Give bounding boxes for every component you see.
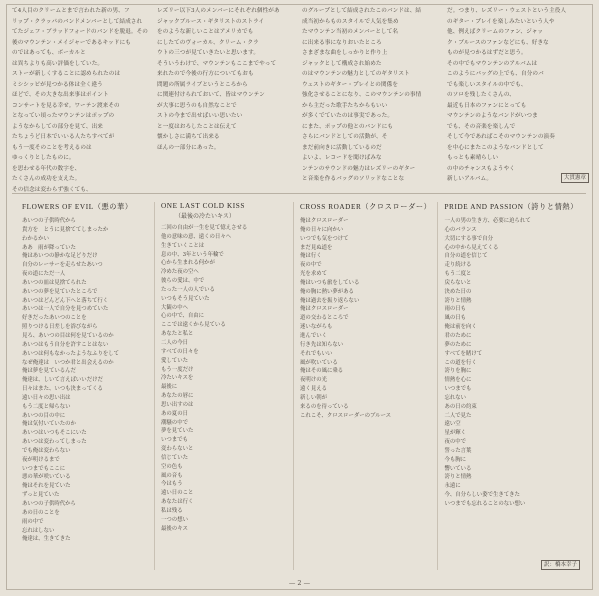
lyric-line: 冷めた夜の空へ — [161, 269, 199, 276]
lyric-line: 冷たいキスを — [161, 375, 194, 382]
lyric-line: 最後に — [161, 384, 178, 391]
liner-notes-line: に出来る事になりおいたところ — [302, 39, 382, 46]
lyric-line: でも俺は変わらない — [22, 447, 71, 454]
lyric-line: 夜の道にただ一人 — [22, 271, 66, 278]
lyric-line: 悪の華が咲いている — [22, 474, 71, 481]
lyric-line: もう二度と帰らない — [22, 403, 71, 410]
lyric-line: 誓った言葉 — [444, 447, 472, 454]
lyric-line: 愛していた — [161, 357, 188, 364]
liner-notes-line: ウトの三つが見ていきたいと思います。 — [157, 50, 260, 56]
liner-notes-line: にしたてのヴォーカル、クリーム・クラ — [157, 39, 259, 46]
liner-notes-line: のではあっても、ボーカルと — [12, 50, 86, 56]
liner-notes-line: ウェストのギター・プレイとの関係を — [302, 81, 399, 88]
lyric-line: 二人の今日 — [161, 339, 188, 346]
liner-notes-line: にまた、ポップの他とのバンドにも — [302, 123, 394, 130]
lyric-line: 空の色も — [161, 463, 183, 470]
liner-notes-line: このようにバッグの上でも、自分のバ — [447, 71, 544, 77]
liner-notes-line: ジャックブルース・ギタリストのストライ — [157, 18, 265, 25]
lyric-line: 好きだったあいつのことを — [22, 315, 87, 322]
lyric-line: 心から生まれる何かが — [161, 260, 215, 267]
liner-notes-column — [302, 6, 441, 189]
lyric-line: ここでは遠くから見ている — [161, 322, 226, 329]
liner-notes-line: が多くでていたのは事実であった。 — [302, 113, 394, 119]
lyric-line: 遠い日のこと — [161, 490, 194, 497]
lyric-line: 風の日も — [444, 315, 467, 322]
lyric-line: 一つの想い — [161, 516, 188, 523]
lyric-line: 俺はいつも旅をしている — [300, 279, 360, 286]
lyric-line: 光を求めて — [300, 271, 327, 278]
lyric-line: 自分の道を信じて — [444, 253, 488, 260]
lyric-line: 俺はそれを見ていた — [22, 483, 71, 490]
lyric-line: 忘れはしない — [22, 527, 55, 534]
liner-notes-column — [12, 6, 151, 193]
lyric-line: 誇りと情熱 — [444, 474, 472, 481]
lyric-line: 私は残る — [161, 508, 183, 514]
lyric-lines — [300, 217, 431, 420]
lyric-line: まだ見ぬ道を — [300, 244, 333, 251]
lyric-line: これこそ、クロスローダーのブルース — [300, 412, 392, 419]
lyric-line: 信じていた — [161, 454, 188, 461]
liner-notes-line: たマウンテン当初のメンバーとして名 — [302, 29, 399, 35]
liner-notes-line: ほんの一部分にあった。 — [157, 144, 220, 151]
lyric-line: 永遠に — [444, 483, 461, 490]
lyric-line: 最後のキス — [161, 525, 188, 532]
liner-notes-line: ク・ブルースのファンなどにも、好きな — [447, 39, 549, 46]
lyric-lines — [22, 217, 148, 544]
song-title: FLOWERS OF EVIL（悪の華） — [22, 203, 133, 211]
lyric-line: あいつの目の中に — [22, 412, 66, 419]
lyric-line: 忘れない — [444, 394, 467, 401]
liner-notes-line: ゆっくりとしたものに。 — [12, 155, 75, 161]
lyric-line: あいつの子供時代から — [22, 218, 76, 224]
lyric-line: 誇りを胸に — [444, 368, 472, 375]
lyric-line: 俺はその風に乗る — [300, 368, 344, 375]
lyric-line: 俺は気付いていたのか — [22, 421, 76, 428]
lyric-line: 風の音も — [161, 472, 183, 479]
lyric-line: 迷いながらも — [300, 324, 333, 331]
liner-notes-line: と一度はおろしたことは伝えて — [157, 123, 237, 130]
lyric-line: 俺は前を向く — [444, 324, 477, 331]
liner-notes-line: に関連付けられておいて、皆はマウンテン — [157, 92, 265, 98]
lyric-line: 夢を見ていた — [161, 428, 194, 435]
liner-notes-line: たくさんの成功を支えた。 — [12, 176, 81, 182]
lyric-line: いつまでも — [444, 386, 472, 393]
lyric-line: 風が吹いている — [300, 359, 338, 366]
lyric-line: 生きていくことは — [161, 242, 205, 249]
lyric-line: あいつはいつもそこにいた — [22, 430, 87, 437]
liner-notes-line: だ。つまり、レズリー・ウェストという主役人 — [447, 8, 567, 14]
lyric-line: あの夏の日 — [161, 410, 188, 417]
liner-notes-line: そして今であればこそのマウンテンの演奏 — [447, 134, 555, 140]
liner-notes-line: て4人目のクリームとまで言われた新の男、フ — [12, 8, 130, 14]
lyric-line: 遠い日々の思い出は — [22, 394, 71, 401]
liner-notes-line: の中のチャンスもようやく — [447, 165, 515, 172]
liner-notes-line: たちょうど日本でいいる人たちすべてが — [12, 134, 115, 140]
lyric-lines — [444, 217, 578, 509]
liner-notes-line: のはマウンテンの魅力としてのギタリスト — [302, 71, 410, 77]
liner-notes-line: が大事に思うのも自然なことで — [157, 102, 237, 109]
lyric-line: 夜の中で — [300, 262, 322, 269]
lyric-line: あいつは変わってしまった — [22, 439, 87, 446]
lyric-line: 今も胸に — [444, 456, 467, 463]
lyric-line: たった一人の人でいる — [161, 286, 215, 293]
lyric-line: 情熱を心に — [444, 377, 472, 384]
liner-notes-line: を中心にまたこのようなバンドとして — [447, 144, 544, 151]
liner-notes-line: ストーが新しくすることに認められたのは — [12, 71, 121, 77]
liner-notes-line: ものが見つかるはずだと思う。 — [447, 50, 527, 56]
liner-notes-line: を思わせる年代の数字を、 — [12, 165, 81, 172]
lyric-line: あの日の約束 — [444, 403, 477, 410]
song-title: CROSS ROADER（クロスローダー） — [300, 203, 432, 211]
liner-notes-line: もう一度そのことを考えるのは — [12, 144, 92, 151]
liner-notes-line: そういうわけで、マウンテンもここまでやって — [157, 60, 277, 67]
lyric-line: 思い出すのは — [161, 401, 194, 408]
lyric-line: 今はもう — [161, 481, 183, 488]
lyric-line: それでもいい — [300, 350, 333, 357]
lyric-line: 俺はクロスローダー — [300, 218, 349, 224]
lyric-line: 貴方を とうに見捨ててしまったか — [22, 226, 109, 233]
lyric-line: あいつは何もなかったようなふりをして — [22, 350, 120, 357]
lyric-line: 戻らないと — [444, 279, 472, 286]
lyric-line: 夜明けの光 — [300, 377, 327, 384]
lyric-line: 決めた日の — [444, 288, 472, 295]
lyric-line: あいつはもう自分を許すことはない — [22, 341, 109, 348]
lyric-line: 潮騒の中で — [161, 419, 188, 426]
writer-credit: 大貫憲章 — [561, 173, 589, 183]
song-subtitle: （最後の冷たいキス） — [175, 213, 235, 220]
lyric-line: 俺は夢を見ているんだ — [22, 368, 76, 375]
lyric-line: 星が輝く — [444, 430, 467, 437]
lyric-line: 二回の自由が一生を見て憶えさせる — [161, 225, 248, 231]
lyric-line: あいつはどんどん下へと落ちて行く — [22, 297, 109, 304]
lyric-line: 自分のレーサーを走らせたあいつ — [22, 262, 103, 269]
liner-notes-line: ジャックとして構成され始めた — [302, 60, 382, 67]
liner-notes-line: ほどで、その大きな出来事はポイント — [12, 92, 109, 98]
lyric-line: 日々はまた、いつも決まってくる — [22, 386, 103, 393]
liner-notes-line: ンテンのサウンドの魅力はレズリーのギター — [302, 165, 416, 172]
liner-notes-line: のグループとして結成されたこのバンドは、結 — [302, 8, 422, 14]
lyric-line: 走り続ける — [444, 262, 472, 269]
liner-notes-line: 他、例えばクリームのファン、ジャッ — [447, 29, 544, 35]
lyric-line: 俺は行く — [300, 253, 322, 260]
lyric-line: 君のために — [444, 332, 472, 339]
liner-notes-line: のソロを残したくさんの、 — [447, 92, 515, 98]
liner-notes-line: ようなからしての部分を見て、出来 — [12, 123, 103, 130]
liner-notes-line: よいよ、レコードを聞けばみな — [302, 155, 382, 161]
song-flowers-of-evil — [16, 202, 154, 570]
liner-notes-line: さまざまな曲をしっかりと作り上 — [302, 50, 388, 56]
lyric-line: あいつの皿は見捨てられた — [22, 279, 87, 286]
liner-notes-line: をのような新しいことはアメリカでも — [157, 29, 254, 35]
lyric-line: 俺の日々に向かい — [300, 226, 344, 233]
liner-notes-line: のギター・プレイを楽しみたいという人や — [447, 18, 555, 25]
lyric-line: 俺の胸に熱い夢がある — [300, 288, 354, 295]
lyric-line: あなたの唇に — [161, 393, 194, 400]
liner-notes-line: 強化させることになり、このマウンテンの事情 — [302, 92, 422, 98]
lyric-line: 変わらないと — [161, 446, 194, 453]
lyric-line: いつまでも忘れることのない想い — [444, 501, 526, 507]
lyric-line: 夜が明けるまで — [22, 456, 60, 463]
lyric-lines — [161, 224, 287, 534]
liner-notes-line: となってい頃ったマウンテンはポップの — [12, 113, 115, 119]
liner-notes-line: てたジェフ・ブラッドフォードのバンドを脱退。その — [12, 29, 148, 35]
lyric-line: 行き先は知らない — [300, 341, 344, 348]
liner-notes-line: 問題の所属ライブというところから — [157, 81, 248, 88]
lyric-line: 俺は過去を振り返らない — [300, 297, 360, 304]
liner-notes-line: でも楽しいスタイルの中でも、 — [447, 81, 527, 88]
lyric-line: 俺達は、生きてきた — [22, 536, 71, 543]
lyric-line: あいつは一人で自分を見つめていた — [22, 306, 109, 313]
lyric-line: 今、自分らしい姿で生きてきた — [444, 492, 520, 499]
lyric-line: 息の中、3年という年輪で — [161, 251, 224, 258]
liner-notes-line: その信念は変わらず強くても、 — [12, 186, 92, 193]
section-divider — [12, 193, 586, 194]
lyric-line: いつもそう見ていた — [161, 295, 210, 302]
liner-notes-line: ミシシッピが見つかる体は全く違う — [12, 81, 103, 88]
lyric-line: この道を行く — [444, 359, 477, 366]
song-one-last-cold-kiss — [154, 202, 293, 570]
liner-notes — [12, 6, 586, 193]
lyric-line: あなたと私と — [161, 331, 194, 338]
lyric-line: 響いている — [444, 465, 472, 472]
song-pride-and-passion — [437, 202, 584, 570]
lyric-line: いつでも気をつけて — [300, 235, 349, 242]
lyric-line: あの日のことを — [22, 509, 60, 516]
liner-notes-line: 成当初からものスタイルで人気を集め — [302, 18, 399, 25]
lyric-line: 心の中で、自由に — [161, 313, 205, 320]
liner-notes-line: 懐かしさに満ちて出来る — [157, 134, 220, 140]
liner-notes-line: 後のマウンテン・メイジャーであるキッドにも — [12, 39, 131, 46]
lyric-line: すべてを賭けて — [444, 350, 483, 357]
lyric-line: 大切にする事で自分 — [444, 235, 493, 242]
lyric-line: 二人で見た — [444, 412, 472, 419]
song-cross-roader — [293, 202, 437, 570]
lyric-line: 大観の中へ — [161, 304, 188, 311]
lyric-line: ああ 雨が降っていた — [22, 244, 76, 251]
liner-notes-line: さらにバンドとしての活動が、そ — [302, 134, 388, 140]
song-title: ONE LAST COLD KISS — [161, 202, 245, 210]
lyric-line: 照りつける日差しを浴びながら — [22, 324, 98, 331]
translator-credit: 訳：橋本幸子 — [541, 560, 580, 570]
liner-notes-line: ストの今まで出せばいい思いたい — [157, 113, 243, 119]
lyric-line: 遠い空 — [444, 421, 461, 428]
lyric-line: 夢のために — [444, 341, 472, 348]
liner-notes-line: は異ちよりも高い評価をしていた。 — [12, 60, 104, 67]
lyric-line: 俺はあいつの静かな足どりだけ — [22, 253, 98, 260]
lyric-line: 来るのを待っている — [300, 403, 349, 410]
page-number: — 2 — — [288, 579, 311, 587]
lyric-line: あいつの子供時代から — [22, 501, 76, 507]
liner-notes-line: コンサートを見る幸せ。ワーテン渡来その — [12, 102, 120, 109]
lyric-line: 道の交わるところで — [300, 315, 349, 322]
song-title: PRIDE AND PASSION（誇りと情熱） — [444, 203, 578, 211]
lyric-line: 新しい朝が — [300, 394, 327, 401]
lyric-line: 雨の日も — [444, 306, 467, 313]
lyric-line: いつまでもここに — [22, 465, 66, 472]
liner-notes-line: と音楽を作るバッグのソリッドなことな — [302, 176, 405, 182]
liner-notes-line: その中でもマウンテンのアルバムは — [447, 60, 538, 67]
liner-notes-line: リップ・クラッパのバンドメンバーとして結成され — [12, 18, 143, 25]
lyric-line: なぜ俺達は いつか君と出会えるのか — [22, 359, 114, 366]
liner-notes-line: でも、その音楽を楽しんで — [447, 123, 516, 130]
lyric-line: 俺はクロスローダー — [300, 306, 349, 313]
liner-notes-line: 来れたので今後の行方についてもおも — [157, 71, 254, 77]
liner-notes-line: マウンテンのようなバンドがいつま — [447, 113, 538, 119]
lyric-line: 心のバランス — [444, 226, 477, 233]
lyric-line: 心の中から見えてくる — [444, 244, 499, 251]
lyric-line: 見ろ、あいつの目は何を見ているのか — [22, 332, 114, 339]
liner-notes-line: 最近も日本のファンにとっても — [447, 102, 527, 109]
lyric-line: 彼らの愛は、中で — [161, 278, 205, 285]
lyrics-section — [16, 202, 584, 570]
lyric-line: すべての日々を — [161, 348, 199, 355]
liner-notes-column — [447, 6, 586, 189]
liner-notes-column — [157, 6, 296, 189]
lyric-line: 誇りと情熱 — [444, 297, 472, 304]
lyric-line: ずっと見ていた — [22, 492, 60, 499]
liner-notes-line: まだ前向きに活動しているのだ — [302, 144, 382, 151]
lyric-line: いつまでも — [161, 437, 188, 444]
lyric-line: もう一度だけ — [161, 366, 194, 373]
lyric-line: 他の意味の意、遠くの日々へ — [161, 233, 232, 240]
lyric-line: 遠く見える — [300, 386, 327, 393]
lyric-line: あなたは行く — [161, 499, 194, 506]
lyric-line: もう二度と — [444, 271, 472, 278]
liner-notes-line: もっとも素晴らしい — [447, 155, 499, 161]
lyric-line: 一人の男の生き方、必要に迫られて — [444, 218, 531, 224]
lyric-line: あいつの夢を見ていたところで — [22, 288, 98, 295]
liner-notes-line: から主だった歌手たちからもいい — [302, 102, 388, 109]
lyric-line: 進んでいく — [300, 332, 327, 339]
liner-notes-line: レズリー以下3人のメンバーにそれぞれ個性があ — [157, 8, 280, 14]
liner-notes-line: 新しいアルバム。 — [447, 176, 493, 182]
lyric-line: 夜の中で — [444, 439, 467, 446]
lyric-line: 雨の中で — [22, 518, 44, 525]
lyric-line: 俺達は、しいて言えばいいだけだ — [22, 377, 103, 384]
lyric-line: わかるかい — [22, 235, 49, 242]
